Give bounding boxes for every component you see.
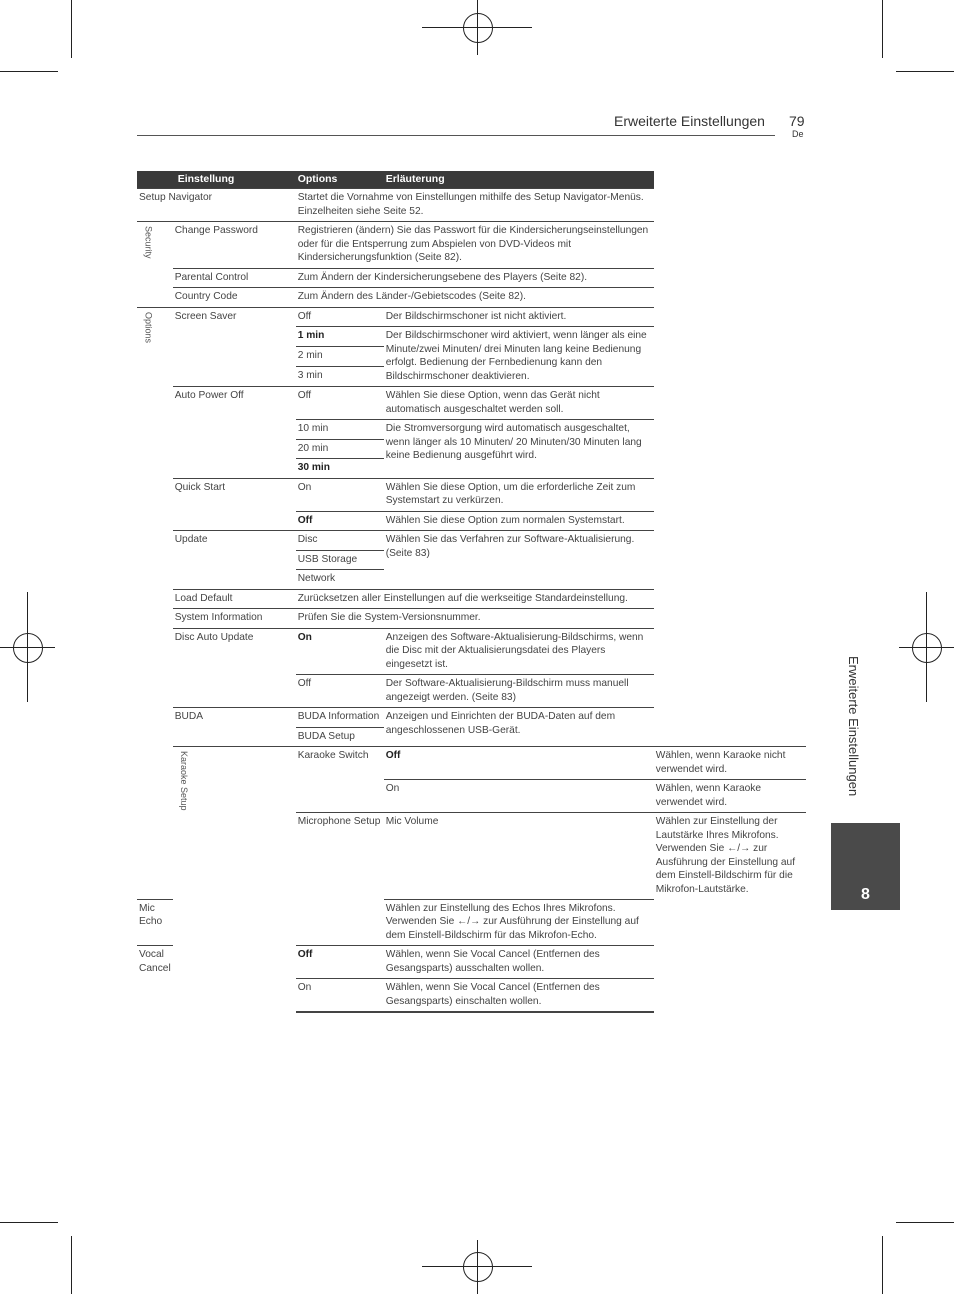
crop-mark — [71, 0, 72, 58]
registration-circle — [463, 13, 493, 43]
option-value: BUDA Setup — [296, 727, 384, 747]
option-value: Off — [296, 387, 384, 420]
side-section-label: Erweiterte Einstellungen — [846, 656, 861, 797]
option-value: USB Storage — [296, 550, 384, 570]
page-number: 79 — [789, 113, 805, 129]
option-value: 30 min — [296, 459, 384, 479]
option-explanation: Wählen, wenn Karaoke nicht verwendet wird. — [654, 747, 806, 780]
setting-name: Karaoke Switch — [296, 747, 384, 813]
setting-explanation: Zum Ändern des Länder-/Gebietscodes (Seite 82). — [296, 288, 654, 308]
table-row — [137, 747, 806, 780]
settings-table — [137, 171, 806, 1013]
option-explanation: Wählen Sie diese Option zum normalen Systemstart. — [384, 511, 654, 531]
option-explanation-line: Verwenden Sie ←/→ zur Ausführung der Einstellung auf dem Einstell-Bildschirm für das Mikrofon-Echo. — [385, 916, 639, 941]
option-explanation: Anzeigen und Einrichten der BUDA-Daten auf dem angeschlossenen USB-Gerät. — [384, 708, 654, 747]
option-value: Network — [296, 570, 384, 590]
setting-explanation: Prüfen Sie die System-Versionsnummer. — [296, 609, 654, 629]
option-value: 20 min — [296, 439, 384, 459]
group-cell — [137, 307, 173, 899]
option-value: On — [296, 478, 384, 511]
setting-name: Quick Start — [173, 478, 296, 531]
setting-name: System Information — [173, 609, 296, 629]
group-label-security: Security — [143, 226, 154, 259]
table-row — [137, 589, 806, 609]
table-row — [137, 628, 806, 675]
crop-mark — [896, 1222, 954, 1223]
option-explanation: Wählen, wenn Karaoke verwendet wird. — [654, 780, 806, 813]
setting-name: Setup Navigator — [137, 189, 296, 222]
option-value: 2 min — [296, 347, 384, 367]
page-header-title: Erweiterte Einstellungen — [614, 113, 765, 129]
setting-explanation: Zum Ändern der Kindersicherungsebene des Players (Seite 82). — [296, 268, 654, 288]
column-header-setting: Einstellung — [173, 171, 296, 189]
option-explanation — [384, 899, 654, 946]
option-value: 10 min — [296, 420, 384, 440]
table-row — [137, 478, 806, 511]
option-explanation: Wählen Sie diese Option, um die erforderliche Zeit zum Systemstart zu verkürzen. — [384, 478, 654, 511]
table-row — [137, 222, 806, 269]
table-header-row — [137, 171, 806, 189]
option-explanation-line: Wählen zur Einstellung des Echos Ihres Mikrofons. — [385, 902, 616, 914]
registration-circle — [912, 633, 942, 663]
setting-name: Auto Power Off — [173, 387, 296, 479]
header-divider — [137, 135, 775, 136]
option-value: Off — [296, 946, 384, 979]
option-value: 3 min — [296, 367, 384, 387]
option-value: Off — [296, 511, 384, 531]
setting-name: Country Code — [173, 288, 296, 308]
chapter-tab: 8 — [831, 823, 900, 910]
setting-explanation: Zurücksetzen aller Einstellungen auf die werkseitige Standardeinstellung. — [296, 589, 654, 609]
crop-mark — [882, 1236, 883, 1294]
crop-mark — [0, 71, 58, 72]
table-row — [137, 288, 806, 308]
option-value: On — [296, 628, 384, 675]
option-explanation: Der Bildschirmschoner ist nicht aktiviert. — [384, 307, 654, 327]
setting-explanation: Startet die Vornahme von Einstellungen mithilfe des Setup Navigator-Menüs. Einzelheiten siehe Seite 52. — [296, 189, 654, 222]
group-label-karaoke: Karaoke Setup — [179, 751, 190, 811]
table-row — [137, 531, 806, 551]
setting-name: Disc Auto Update — [173, 628, 296, 708]
language-code: De — [792, 129, 804, 139]
option-explanation-line: Wählen zur Einstellung der Lautstärke Ihres Mikrofons. — [655, 816, 779, 841]
option-value: On — [296, 979, 384, 1013]
group-label-options: Options — [143, 311, 154, 343]
option-explanation-line: Verwenden Sie ←/→ zur Ausführung der Einstellung auf dem Einstell-Bildschirm für die Mikrofon-Lautstärke. — [655, 843, 796, 895]
crop-mark — [896, 71, 954, 72]
option-explanation: Anzeigen des Software-Aktualisierung-Bildschirms, wenn die Disc mit der Aktualisierungsdatei des Players eingesetzt ist. — [384, 628, 654, 675]
crop-mark — [882, 0, 883, 58]
group-cell — [173, 747, 296, 1013]
setting-name: Vocal Cancel — [137, 946, 173, 1013]
table-row — [137, 387, 806, 420]
table-row — [137, 307, 806, 327]
setting-name: Load Default — [173, 589, 296, 609]
option-value: On — [384, 780, 654, 813]
setting-name: Update — [173, 531, 296, 590]
option-explanation: Wählen Sie diese Option, wenn das Gerät nicht automatisch ausgeschaltet werden soll. — [384, 387, 654, 420]
setting-name: Microphone Setup — [296, 813, 384, 946]
option-value: BUDA Information — [296, 708, 384, 728]
option-value: Off — [296, 675, 384, 708]
option-value: Off — [384, 747, 654, 780]
setting-name: Screen Saver — [173, 307, 296, 387]
option-explanation: Der Software-Aktualisierung-Bildschirm muss manuell angezeigt werden. (Seite 83) — [384, 675, 654, 708]
table-row — [137, 189, 806, 222]
option-explanation: Der Bildschirmschoner wird aktiviert, wenn länger als eine Minute/zwei Minuten/ drei Minuten lang keine Bedienung erfolgt. Bedienung der Fernbedienung kann den Bildschirmschoner deaktivieren. — [384, 327, 654, 387]
crop-mark — [0, 1222, 58, 1223]
crop-mark — [71, 1236, 72, 1294]
option-value: Mic Volume — [384, 813, 654, 900]
group-cell — [137, 222, 173, 308]
table-row — [137, 708, 806, 728]
option-explanation: Die Stromversorgung wird automatisch ausgeschaltet, wenn länger als 10 Minuten/ 20 Minuten/30 Minuten lang keine Bedienung ausgeführt wird. — [384, 420, 654, 479]
option-value: Off — [296, 307, 384, 327]
setting-name: Parental Control — [173, 268, 296, 288]
table-row — [137, 268, 806, 288]
column-header-explanation: Erläuterung — [384, 171, 654, 189]
registration-circle — [13, 633, 43, 663]
option-value: Disc — [296, 531, 384, 551]
option-value: 1 min — [296, 327, 384, 347]
registration-circle — [463, 1252, 493, 1282]
option-explanation: Wählen, wenn Sie Vocal Cancel (Entfernen des Gesangsparts) ausschalten wollen. — [384, 946, 654, 979]
option-explanation: Wählen, wenn Sie Vocal Cancel (Entfernen des Gesangsparts) einschalten wollen. — [384, 979, 654, 1013]
table-row — [137, 609, 806, 629]
option-value: Mic Echo — [137, 899, 173, 946]
setting-explanation: Registrieren (ändern) Sie das Passwort für die Kindersicherungseinstellungen oder für die Entsperrung zum Abspielen von DVD-Videos mit Kindersicherungsfunktion (Seite 82). — [296, 222, 654, 269]
column-header-options: Options — [296, 171, 384, 189]
option-explanation: Wählen Sie das Verfahren zur Software-Aktualisierung. (Seite 83) — [384, 531, 654, 590]
setting-name: BUDA — [173, 708, 296, 747]
setting-name: Change Password — [173, 222, 296, 269]
option-explanation — [654, 813, 806, 900]
